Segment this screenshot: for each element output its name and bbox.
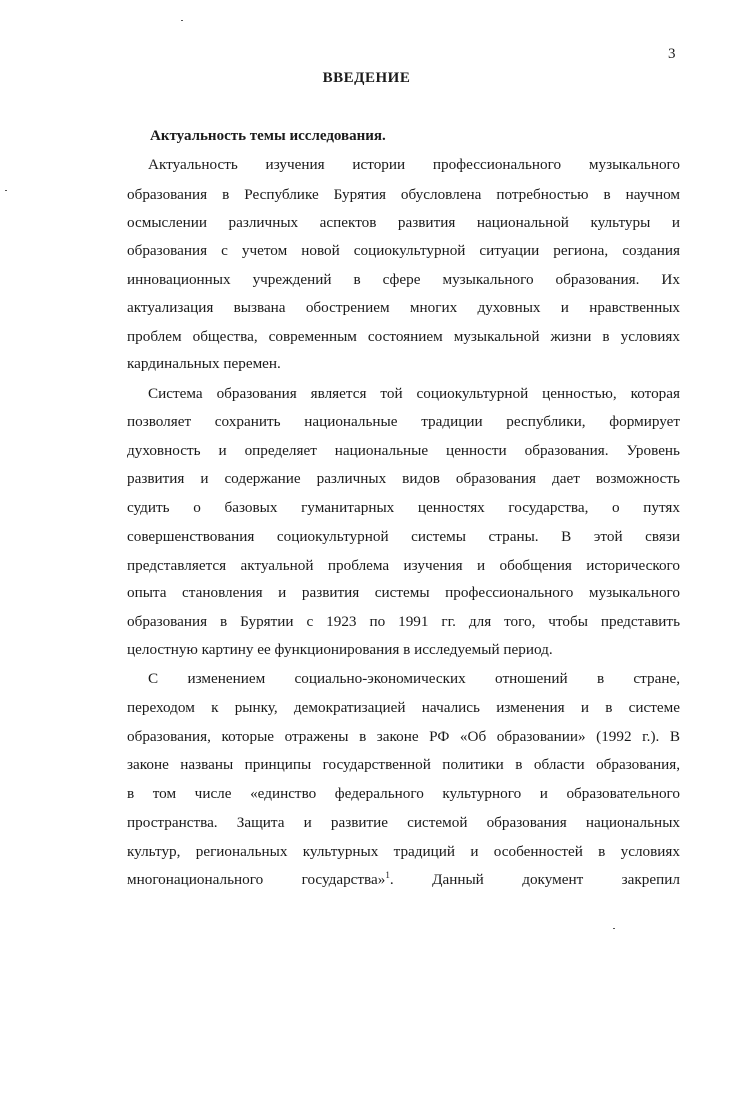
text-line: представляется актуальной проблема изучения и обобщения исторического (127, 557, 680, 574)
text-line: позволяет сохранить национальные традиции республики, формирует (127, 413, 680, 430)
text-line: образования с учетом новой социокультурной ситуации региона, создания (127, 242, 680, 259)
page-title: ВВЕДЕНИЕ (322, 70, 411, 86)
scan-speck (613, 928, 615, 929)
text-word: многонационального (127, 871, 264, 888)
scan-speck (5, 190, 7, 191)
text-line: пространства. Защита и развитие системой образования национальных (127, 814, 680, 831)
text-line: Система образования является той социокультурной ценностью, которая (148, 385, 680, 402)
text-line: судить о базовых гуманитарных ценностях государства, о путях (127, 499, 680, 516)
text-line: совершенствования социокультурной системы страны. В этой связи (127, 528, 680, 545)
text-line: осмыслении различных аспектов развития национальной культуры и (127, 214, 680, 231)
text-word: закрепил (621, 871, 680, 888)
text-line: образования в Бурятии с 1923 по 1991 гг. для того, чтобы представить (127, 613, 680, 630)
text-line: актуализация вызвана обострением многих духовных и нравственных (127, 299, 680, 316)
text-line: кардинальных перемен. (127, 355, 281, 372)
text-line: в том числе «единство федерального культурного и образовательного (127, 785, 680, 802)
text-line: культур, региональных культурных традиций и особенностей в условиях (127, 843, 680, 860)
text-line: целостную картину ее функционирования в исследуемый период. (127, 641, 553, 658)
section-heading: Актуальность темы исследования. (150, 128, 386, 144)
text-line: С изменением социально-экономических отношений в стране, (148, 670, 680, 687)
text-word: государства»$^1$. (301, 869, 394, 888)
text-line: образования, которые отражены в законе РФ «Об образовании» (1992 г.). В (127, 728, 680, 745)
text-line: развития и содержание различных видов образования дает возможность (127, 470, 680, 487)
page-number: 3 (668, 46, 676, 62)
text-line: проблем общества, современным состоянием музыкальной жизни в условиях (127, 328, 680, 345)
text-line: переходом к рынку, демократизацией начались изменения и в системе (127, 699, 680, 716)
text-line: духовность и определяет национальные ценности образования. Уровень (127, 442, 680, 459)
text-word: Данный (432, 871, 484, 888)
footnote-reference[interactable]: 1 (385, 869, 390, 880)
text-line: инновационных учреждений в сфере музыкального образования. Их (127, 271, 680, 288)
text-line: опыта становления и развития системы профессионального музыкального (127, 584, 680, 601)
text-line-final (127, 870, 680, 890)
text-word: документ (522, 871, 584, 888)
text-line: Актуальность изучения истории профессионального музыкального (148, 156, 680, 173)
text-line: законе названы принципы государственной политики в области образования, (127, 756, 680, 773)
text-line: образования в Республике Бурятия обусловлена потребностью в научном (127, 186, 680, 203)
scan-speck (181, 20, 183, 21)
